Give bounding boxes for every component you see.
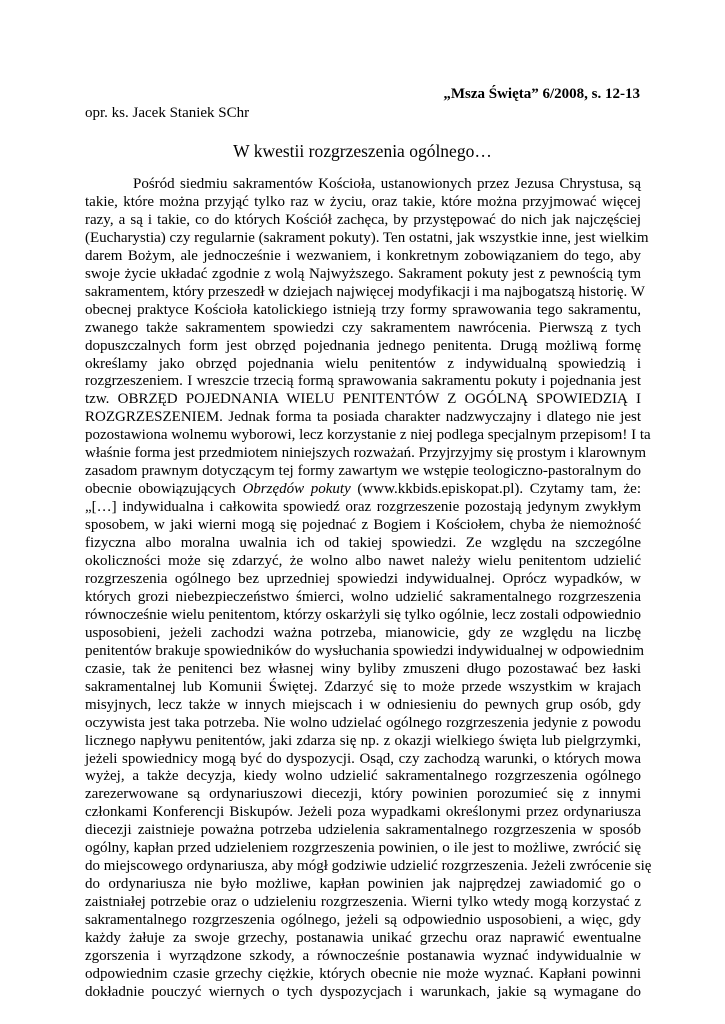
body-line: zarezerwowane są ordynariuszowi diecezji, który powinien porozumieć się z innymi: [85, 786, 641, 803]
body-line: określamy jako obrzęd pojednania wielu penitentów z indywidualną spowiedzią i: [85, 355, 641, 372]
body-line: penitentów brakuje spowiedników do wysłuchania spowiedzi indywidualnej w odpowiednim: [85, 642, 645, 659]
body-line: równocześnie wielu penitentom, którzy oskarżyli się tylko ogólnie, lecz zostali odpowiednio: [85, 606, 641, 623]
body-line: członkami Konferencji Biskupów. Jeżeli poza wypadkami określonymi przez ordynariusza: [85, 804, 641, 821]
body-line: licznego napływu penitentów, jaki zdarza się np. z okazji wielkiego święta lub pielgrzymki,: [85, 732, 641, 749]
body-line: wyżej, a także decyzja, kiedy wolno udzielić sakramentalnego rozgrzeszenia ogólnego: [85, 768, 641, 785]
body-line: takie, które można przyjąć tylko raz w życiu, oraz takie, które można przyjmować więcej: [85, 193, 641, 210]
body-line: oczywista jest taka potrzeba. Nie wolno udzielać ogólnego rozgrzeszenia jedynie z powodu: [85, 714, 641, 731]
body-line: zwanego także sakramentem spowiedzi czy sakramentem nawrócenia. Pierwszą z tych: [85, 319, 641, 336]
body-line: okoliczności może się zdarzyć, że wolno albo nawet należy wielu penitentom udzielić: [85, 553, 641, 570]
body-line: darem Bożym, ale jednocześnie i wezwaniem, i konkretnym zobowiązaniem do tego, aby: [85, 247, 641, 264]
body-line: sakramentalnej lub Komunii Świętej. Zdarzyć się to może przede wszystkim w krajach: [85, 678, 641, 695]
body-line: obecnej praktyce Kościoła katolickiego istnieją trzy formy sprawowania tego sakramentu,: [85, 301, 641, 318]
body-line: „[…] indywidualna i całkowita spowiedź oraz rozgrzeszenie pozostają jedynym zwykłym: [85, 499, 641, 516]
body-line: każdy żałuje za swoje grzechy, postanawia unikać grzechu oraz naprawić ewentualne: [85, 930, 641, 947]
body-line: jeżeli spowiednicy mogą być do dyspozycji. Osąd, czy zachodzą warunki, o których mowa: [85, 750, 641, 767]
body-line-with-italic: [85, 481, 641, 499]
body-line-tail: (www.kkbids.episkopat.pl). Czytamy tam, że:: [350, 481, 641, 498]
body-line: usposobieni, jeżeli zachodzi ważna potrzeba, mianowicie, gdy ze względu na liczbę: [85, 624, 641, 641]
body-line: Pośród siedmiu sakramentów Kościoła, ustanowionych przez Jezusa Chrystusa, są: [133, 176, 641, 192]
body-line: zgorszenia i wyrządzone szkody, a równocześnie postanawia wyznać indywidualnie w: [85, 947, 641, 964]
source-citation: „Msza Święta” 6/2008, s. 12-13: [443, 86, 640, 102]
body-line: (Eucharystia) czy regularnie (sakrament pokuty). Ten ostatni, jak wszystkie inne, jest wielkim: [85, 229, 649, 246]
body-line: zaistniałej potrzebie oraz o udzieleniu rozgrzeszenia. Wierni tylko wtedy mogą korzystać z: [85, 894, 641, 911]
body-line: do ordynariusza nie było możliwe, kapłan powinien jak najprędzej zawiadomić go o: [85, 876, 641, 893]
italic-title-obrzedow-pokuty: Obrzędów pokuty: [242, 481, 351, 498]
body-line: właśnie forma jest przedmiotem niniejszych rozważań. Przyjrzyjmy się prostym i klarownym: [85, 445, 647, 462]
article-title: W kwestii rozgrzeszenia ogólnego…: [233, 141, 492, 161]
body-line: których grozi niebezpieczeństwo śmierci, wolno udzielić sakramentalnego rozgrzeszenia: [85, 588, 641, 605]
body-line: fizyczna albo moralna uwalnia ich od takiej spowiedzi. Ze względu na szczególne: [85, 535, 641, 552]
body-line: czasie, tak że penitenci bez własnej winy byliby zmuszeni długo pozostawać bez łaski: [85, 660, 641, 677]
body-line: razy, a są i takie, co do których Kościół zachęca, by przystępować do nich jak najczęściej: [85, 211, 641, 228]
author-line: opr. ks. Jacek Staniek SChr: [85, 105, 250, 121]
body-line: dopuszczalnych form jest obrzęd pojednania jednego penitenta. Drugą możliwą formę: [85, 337, 641, 354]
body-line: sakramentalnego rozgrzeszenia ogólnego, jeżeli są odpowiednio usposobieni, a więc, gdy: [85, 912, 641, 929]
body-line: zasadom prawnym dotyczącym tej formy zawartym we wstępie teologiczno-pastoralnym do: [85, 463, 641, 480]
body-line: pozostawiona wolnemu wyborowi, lecz korzystanie z niej podlega specjalnym przepisom! I ta: [85, 427, 651, 444]
body-line-lead: obecnie obowiązujących: [85, 481, 236, 498]
body-line: dokładnie pouczyć wiernych o tych dyspozycjach i warunkach, jakie są wymagane do: [85, 983, 641, 1000]
article-body: [85, 176, 652, 1002]
body-line: rozgrzeszenia ogólnego bez uprzedniej spowiedzi indywidualnej. Oprócz wypadków, w: [85, 570, 641, 587]
body-line: tzw. OBRZĘD POJEDNANIA WIELU PENITENTÓW Z OGÓLNĄ SPOWIEDZIĄ I: [85, 391, 641, 408]
body-line: sakramentem, który przeszedł w dziejach najwięcej modyfikacji i ma najbogatszą historię. W: [85, 283, 645, 300]
body-line: odpowiednim czasie grzechy ciężkie, których obecnie nie może wyznać. Kapłani powinni: [85, 965, 641, 982]
body-line: swoje życie układać zgodnie z wolą Najwyższego. Sakrament pokuty jest z pewnością tym: [85, 265, 641, 282]
body-line: misyjnych, lecz także w innych miejscach i w odniesieniu do pewnych grup osób, gdy: [85, 696, 641, 713]
body-line: ogólny, kapłan przed udzieleniem rozgrzeszenia powinien, o ile jest to możliwe, zwrócić się: [85, 840, 641, 857]
body-line: do miejscowego ordynariusza, aby mógł godziwie udzielić rozgrzeszenia. Jeżeli zwrócenie się: [85, 858, 652, 875]
body-line: rozgrzeszeniem. I wreszcie trzecią formą sprawowania sakramentu pokuty i pojednania jest: [85, 373, 641, 390]
body-line: ROZGRZESZENIEM. Jednak forma ta posiada charakter nadzwyczajny i dlatego nie jest: [85, 409, 641, 426]
body-line: diecezji zaistnieje poważna potrzeba udzielenia sakramentalnego rozgrzeszenia w sposób: [85, 822, 641, 839]
body-line: sposobem, w jaki wierni mogą się pojednać z Bogiem i Kościołem, chyba że niemożność: [85, 517, 641, 534]
